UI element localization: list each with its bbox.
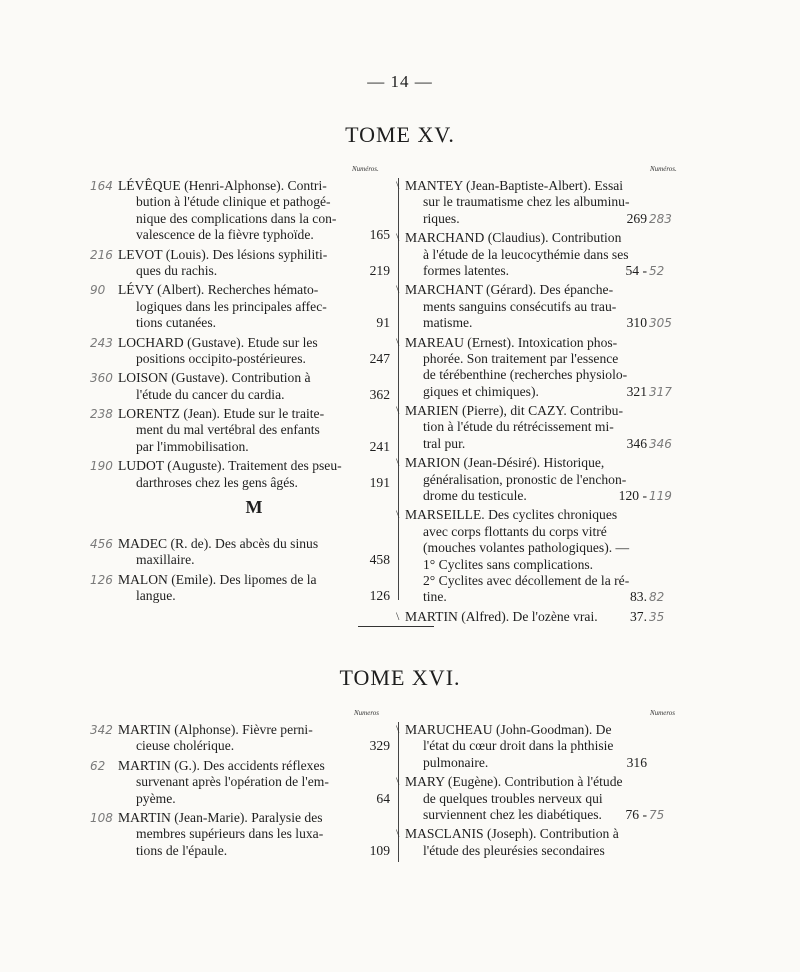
entry-heading-line: MASCLANIS (Joseph). Contribution à	[405, 826, 619, 842]
entry-heading-line: MARTIN (Alfred). De l'ozène vrai. 37.	[405, 608, 647, 624]
entry-page-number: 219	[369, 262, 390, 278]
index-entry	[396, 403, 683, 452]
entry-line: l'état du cœur droit dans la phthisie	[423, 738, 614, 754]
entry-line: à l'étude de la leucocythémie dans ses	[423, 246, 629, 262]
handwritten-annotation: 346	[649, 436, 672, 451]
handwritten-annotation: 216	[90, 247, 113, 262]
entry-page-number: 54 -	[625, 262, 647, 278]
entry-heading-line: MARUCHEAU (John-Goodman). De	[405, 722, 612, 737]
tome-15-left-column-m	[90, 536, 390, 608]
entry-line: bution à l'étude clinique et pathogé-	[136, 194, 331, 210]
numeros-label-right-16: Numeros	[650, 709, 676, 717]
index-entry	[396, 507, 683, 605]
index-entry	[90, 809, 390, 859]
index-entry	[396, 455, 683, 504]
handwritten-annotation: 243	[90, 335, 113, 350]
check-mark-icon: \	[396, 774, 400, 789]
entry-heading-line: MAREAU (Ernest). Intoxication phos-	[405, 334, 618, 350]
index-entry	[90, 571, 390, 605]
entry-heading-line: MARTIN (G.). Des accidents réflexes	[118, 757, 325, 773]
entry-line: 1° Cyclites sans complications.	[423, 556, 594, 572]
entry-page-number: 83.	[630, 589, 647, 605]
handwritten-annotation: 238	[90, 407, 113, 422]
entry-page-number: 310	[626, 315, 647, 331]
index-entry	[90, 334, 390, 368]
handwritten-annotation: 283	[649, 211, 672, 226]
index-entry	[396, 178, 683, 227]
numeros-label-right: Numéros.	[650, 165, 677, 173]
entry-page-number: 37.	[630, 608, 647, 624]
check-mark-icon: \	[396, 455, 400, 470]
entry-line: matisme. 310	[423, 315, 647, 331]
entry-heading-line: LEVOT (Louis). Des lésions syphiliti-	[118, 246, 328, 262]
entry-heading-line: LÉVÊQUE (Henri-Alphonse). Contri-	[118, 178, 327, 193]
check-mark-icon: \	[396, 178, 400, 192]
handwritten-annotation: 108	[90, 810, 113, 825]
entry-page-number: 165	[369, 227, 390, 243]
check-mark-icon: \	[396, 722, 400, 736]
handwritten-annotation: 126	[90, 572, 113, 587]
entry-line: ques du rachis. 219	[136, 262, 390, 278]
entry-line: tine. 83.	[423, 589, 647, 605]
entry-heading-line: LÉVY (Albert). Recherches hémato-	[118, 282, 319, 298]
entry-heading-line: MARCHANT (Gérard). Des épanche-	[405, 282, 614, 298]
entry-line: 2° Cyclites avec décollement de la ré-	[423, 572, 630, 588]
entry-heading-line: MARCHAND (Claudius). Contribution	[405, 230, 622, 246]
handwritten-annotation: 190	[90, 459, 113, 474]
entry-line: de térébenthine (recherches physiolo-	[423, 367, 628, 383]
entry-page-number: 120 -	[618, 488, 647, 504]
index-entry	[396, 826, 683, 859]
tome-15-right-column	[396, 178, 683, 628]
handwritten-annotation: 305	[649, 316, 672, 331]
entry-page-number: 321	[626, 383, 647, 399]
entry-heading-line: MADEC (R. de). Des abcès du sinus	[118, 536, 319, 551]
entry-line: tion à l'étude du rétrécissement mi-	[423, 419, 614, 435]
entry-page-number: 64	[376, 790, 390, 806]
entry-line: pyème. 64	[136, 790, 390, 806]
index-entry	[90, 406, 390, 455]
entry-line: formes latentes. 54 -	[423, 262, 647, 278]
check-mark-icon: \	[396, 507, 400, 522]
check-mark-icon: \	[396, 282, 400, 297]
index-entry	[90, 178, 390, 244]
entry-line: ment du mal vertébral des enfants	[136, 422, 320, 438]
numeros-label-left-16: Numeros	[354, 709, 380, 717]
entry-line: l'étude des pleurésies secondaires	[423, 842, 605, 858]
handwritten-annotation: 119	[649, 489, 672, 504]
numeros-label-left: Numéros.	[352, 165, 379, 173]
entry-line: (mouches volantes pathologiques). —	[423, 540, 630, 556]
entry-line: généralisation, pronostic de l'enchon-	[423, 471, 627, 487]
entry-line: tions cutanées. 91	[136, 315, 390, 331]
entry-heading-line: MARTIN (Jean-Marie). Paralysie des	[118, 809, 323, 825]
entry-line: riques. 269	[423, 210, 647, 226]
check-mark-icon: \	[396, 230, 400, 245]
handwritten-annotation: 62	[90, 758, 106, 773]
handwritten-annotation: 342	[90, 723, 113, 737]
index-entry	[396, 230, 683, 279]
entry-page-number: 109	[369, 842, 390, 858]
entry-page-number: 362	[369, 386, 390, 402]
page-number: — 14 —	[367, 72, 433, 91]
entry-page-number: 91	[376, 315, 390, 331]
handwritten-annotation: 35	[649, 609, 665, 624]
check-mark-icon: \	[396, 608, 400, 623]
index-entry	[396, 334, 683, 401]
entry-page-number: 346	[626, 435, 647, 451]
entry-page-number: 191	[369, 474, 390, 490]
check-mark-icon: \	[396, 826, 400, 841]
entry-line: tions de l'épaule. 109	[136, 842, 390, 858]
index-entry	[396, 608, 683, 625]
entry-heading-line: MARTIN (Alphonse). Fièvre perni-	[118, 722, 313, 737]
index-entry	[90, 246, 390, 280]
entry-page-number: 126	[369, 588, 390, 604]
entry-heading-line: MANTEY (Jean-Baptiste-Albert). Essai	[405, 178, 624, 193]
check-mark-icon: \	[396, 403, 400, 418]
handwritten-annotation: 52	[649, 263, 665, 278]
entry-heading-line: MARIEN (Pierre), dit CAZY. Contribu-	[405, 403, 623, 419]
entry-line: membres supérieurs dans les luxa-	[136, 826, 324, 842]
entry-line: ments sanguins consécutifs au trau-	[423, 298, 617, 314]
entry-heading-line: MARION (Jean-Désiré). Historique,	[405, 455, 605, 471]
entry-page-number: 329	[369, 738, 390, 754]
entry-line: drome du testicule. 120 -	[423, 488, 647, 504]
entry-line: valescence de la fièvre typhoïde. 165	[136, 227, 390, 243]
entry-line: pulmonaire. 316	[423, 754, 647, 770]
handwritten-annotation: 360	[90, 371, 113, 386]
entry-page-number: 269	[626, 210, 647, 226]
entry-line: de quelques troubles nerveux qui	[423, 790, 603, 806]
entry-line: giques et chimiques). 321	[423, 383, 647, 399]
handwritten-annotation: 456	[90, 537, 113, 551]
entry-heading-line: MARSEILLE. Des cyclites chroniques	[405, 507, 618, 523]
index-entry	[396, 282, 683, 331]
entry-line: phorée. Son traitement par l'essence	[423, 350, 619, 366]
entry-line: l'étude du cancer du cardia. 362	[136, 386, 390, 402]
entry-heading-line: MALON (Emile). Des lipomes de la	[118, 571, 317, 587]
entry-line: cieuse cholérique. 329	[136, 738, 390, 754]
tome-16-left-column	[90, 722, 390, 862]
entry-page-number: 241	[369, 438, 390, 454]
handwritten-annotation: 164	[90, 179, 113, 193]
index-entry	[90, 757, 390, 807]
entry-heading-line: LORENTZ (Jean). Etude sur le traite-	[118, 406, 325, 422]
entry-line: avec corps flottants du corps vitré	[423, 523, 607, 539]
tome-16-right-column	[396, 722, 683, 862]
entry-line: surviennent chez les diabétiques. 76 -	[423, 806, 647, 822]
entry-line: survenant après l'opération de l'em-	[136, 774, 329, 790]
index-entry	[396, 722, 683, 771]
entry-page-number: 458	[369, 552, 390, 568]
check-mark-icon: \	[396, 334, 400, 349]
tome-16-title: TOME XVI.	[339, 665, 461, 690]
entry-line: sur le traumatisme chez les albuminu-	[423, 194, 630, 210]
handwritten-annotation: 317	[649, 384, 672, 399]
index-entry	[90, 370, 390, 403]
entry-line: logiques dans les principales affec-	[136, 298, 327, 314]
entry-line: maxillaire. 458	[136, 552, 390, 568]
entry-line: par l'immobilisation. 241	[136, 438, 390, 454]
index-entry	[90, 722, 390, 755]
section-letter-m: M	[245, 497, 263, 517]
entry-line: tral pur. 346	[423, 435, 647, 451]
entry-line: langue. 126	[136, 588, 390, 604]
entry-line: nique des complications dans la con-	[136, 210, 337, 226]
entry-heading-line: LOISON (Gustave). Contribution à	[118, 370, 311, 386]
tome-15-left-column	[90, 178, 390, 494]
entry-page-number: 76 -	[625, 806, 647, 822]
handwritten-annotation: 82	[649, 590, 665, 605]
tome-15-title: TOME XV.	[345, 122, 455, 147]
entry-heading-line: MARY (Eugène). Contribution à l'étude	[405, 774, 623, 790]
entry-page-number: 316	[626, 754, 647, 770]
entry-line: positions occipito-postérieures. 247	[136, 350, 390, 366]
index-entry	[90, 536, 390, 569]
index-entry	[396, 774, 683, 823]
section-separator	[358, 626, 434, 627]
entry-heading-line: LOCHARD (Gustave). Etude sur les	[118, 334, 318, 350]
handwritten-annotation: 90	[90, 283, 106, 298]
entry-page-number: 247	[369, 350, 390, 366]
handwritten-annotation: 75	[649, 807, 665, 822]
index-entry	[90, 458, 390, 491]
index-entry	[90, 282, 390, 331]
entry-line: darthroses chez les gens âgés. 191	[136, 474, 390, 490]
entry-heading-line: LUDOT (Auguste). Traitement des pseu-	[118, 458, 342, 474]
